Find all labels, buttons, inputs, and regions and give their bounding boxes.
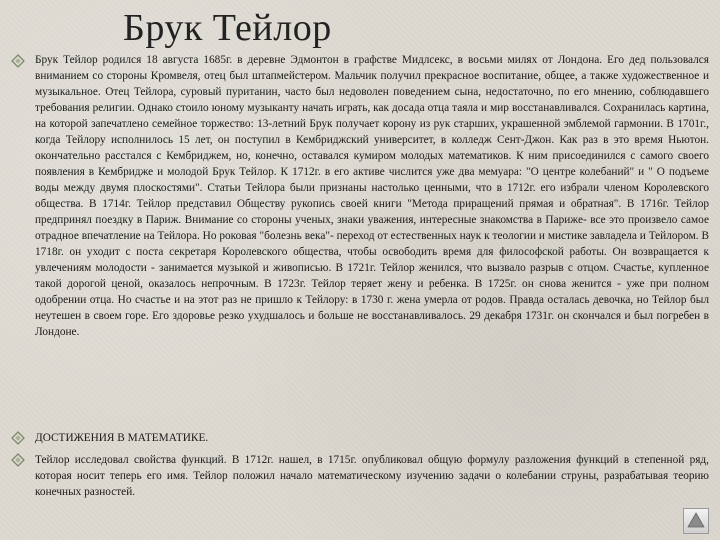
biography-paragraph: Брук Тейлор родился 18 августа 1685г. в деревне Эдмонтон в графстве Мидлсекс, в восьми милях от Лондона. Его дед пользовался вниманием со стороны Кромвеля, отец был штапмейстером. Мальчик получил прекрасное воспитание, общее, а также художественное и музыкальное. Отец Тейлора, суровый пуританин, часто был недоволен поведением сына, недостаточно, по его мнению, соблюдавшего требования религии. Однако стоило юному музыканту начать играть, как досада отца таяла и мир восстанавливался. Сохранилась картина, на которой запечатлено семейное торжество: 13-летний Брук получает корону из рук старших, украшенной эмблемой гармонии. В 1701г., когда Тейлору исполнилось 15 лет, он поступил в Кембриджский университет, в колледж Сент-Джон. Как раз в это время Ньютон. окончательно расстался с Кембриджем, но, конечно, оставался кумиром молодых математиков. К ним присоединился с самого своего появления в Кембридже и молодой Брук Тейлор. К 1712г. в его активе числится уже два мемуара: "О центре колебаний" и " О подъеме воды между двумя плоскостями". Статьи Тейлора были признаны настолько ценными, что в 1712г. его избрали членом Королевского общества. В 1714г. Тейлор представил Обществу рукопись своей книги "Метода приращений прямая и обратная". В 1716г. Тейлор предпринял поездку в Париж. Внимание со стороны ученых, знаки уважения, интересные знакомства в Париже- все это произвело самое отрадное впечатление на Тейлора. Но роковая "болезнь века"- переход от естественных наук к теологии и мистике завладела и Тейлором. В 1718г. он уходит с поста секретаря Королевского общества, чтобы освободить время для философской работы. Он возвращается к увлечениям молодости - занимается музыкой и живописью. В 1721г. Тейлор женился, что вызвало разрыв с отцом. Счастье, купленное такой дорогой ценой, оказалось непрочным. В 1723г. Тейлор теряет жену и ребенка. В 1725г. он снова женится - уже при полном одобрении отца. Но счастье и на этот раз не пришло к Тейлору: в 1730 г. жена умерла от родов. Правда осталась девочка, но Тейлор был неутешен в своем горе. Его здоровье резко ухудшалось и больше не восстанавливалось. 29 декабря 1731г. он скончался и был погребен в Лондоне. — [35, 54, 709, 338]
diamond-bullet-icon — [11, 431, 25, 445]
achievements-heading: ДОСТИЖЕНИЯ В МАТЕМАТИКЕ. — [35, 432, 209, 444]
achievements-paragraph: Тейлор исследовал свойства функций. В 1712г. нашел, в 1715г. опубликовал общую формулу разложения функций в степенной ряд, которая носит теперь его имя. Тейлор положил начало математическому изучению задачи о колебании струны, разрабатывая теорию конечных разностей. — [35, 454, 709, 498]
diamond-bullet-icon — [11, 54, 25, 68]
diamond-bullet-icon — [11, 453, 25, 467]
slide-title: Брук Тейлор — [123, 7, 332, 49]
up-arrow-icon — [684, 509, 708, 533]
up-nav-button[interactable] — [683, 508, 709, 534]
